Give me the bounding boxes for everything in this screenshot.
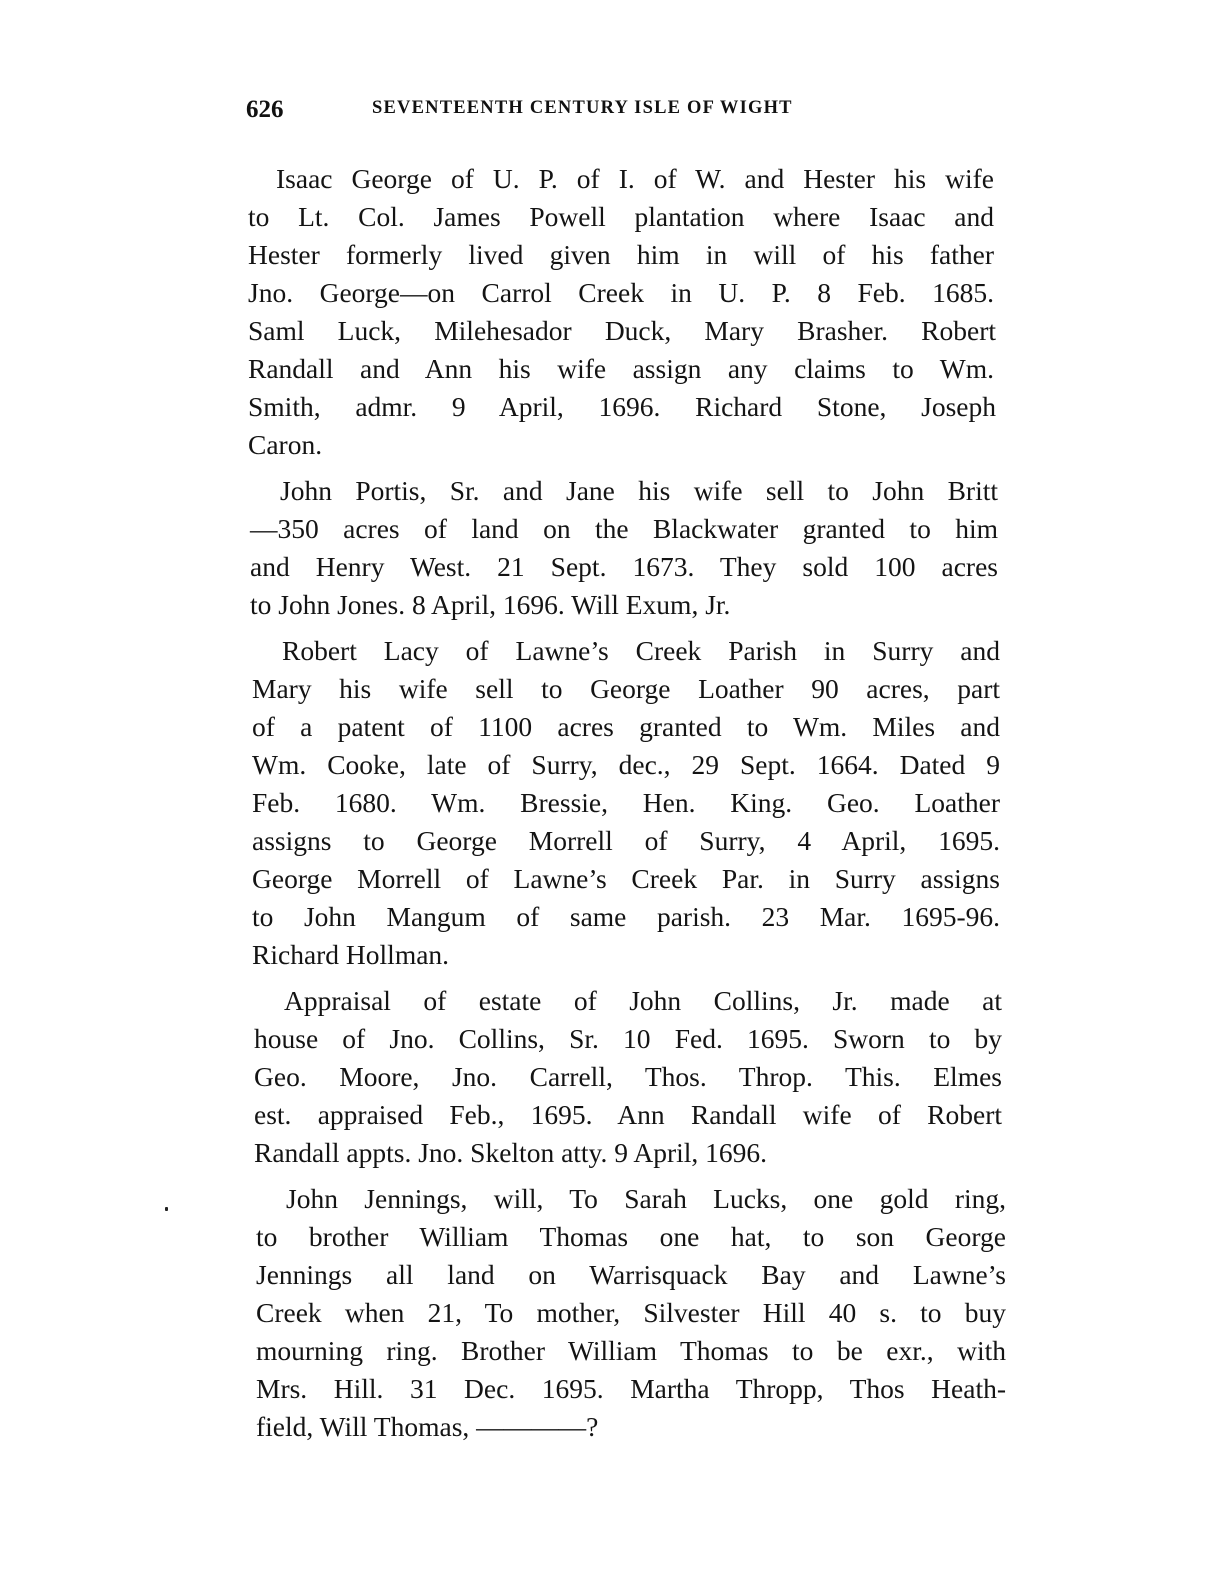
text-line: —350 acres of land on the Blackwater granted to him [250, 513, 998, 544]
text-line: to John Jones. 8 April, 1696. Will Exum, Jr. [250, 589, 731, 620]
text-line: Richard Hollman. [252, 939, 450, 970]
page-header [246, 96, 870, 132]
text-line: Mary his wife sell to George Loather 90 acres, part [252, 673, 1000, 704]
text-line: Hester formerly lived given him in will of his father [248, 239, 994, 270]
scan-speck [165, 1207, 168, 1211]
text-line: Geo. Moore, Jno. Carrell, Thos. Throp. This. Elmes [254, 1061, 1002, 1092]
text-line: to John Mangum of same parish. 23 Mar. 1695-96. [252, 901, 1000, 932]
text-line: est. appraised Feb., 1695. Ann Randall wife of Robert [254, 1099, 1002, 1130]
text-line: George Morrell of Lawne’s Creek Par. in Surry assigns [252, 863, 1000, 894]
text-line: Jennings all land on Warrisquack Bay and Lawne’s [256, 1259, 1006, 1290]
text-line: Jno. George—on Carrol Creek in U. P. 8 Feb. 1685. [248, 277, 994, 308]
text-line: Mrs. Hill. 31 Dec. 1695. Martha Thropp, Thos Heath- [256, 1373, 1006, 1404]
text-line: Feb. 1680. Wm. Bressie, Hen. King. Geo. Loather [252, 787, 1000, 818]
text-line: Caron. [248, 429, 323, 460]
text-line: John Jennings, will, To Sarah Lucks, one gold ring, [286, 1183, 1006, 1214]
text-line: Randall appts. Jno. Skelton atty. 9 April, 1696. [254, 1137, 768, 1168]
running-title: SEVENTEENTH CENTURY ISLE OF WIGHT [372, 98, 793, 118]
text-line: John Portis, Sr. and Jane his wife sell to John Britt [280, 475, 998, 506]
text-line: mourning ring. Brother William Thomas to be exr., with [256, 1335, 1006, 1366]
text-line: Randall and Ann his wife assign any claims to Wm. [248, 353, 994, 384]
text-line: of a patent of 1100 acres granted to Wm. Miles and [252, 711, 1000, 742]
text-line: Robert Lacy of Lawne’s Creek Parish in Surry and [282, 635, 1000, 666]
text-line: Saml Luck, Milehesador Duck, Mary Brasher. Robert [248, 315, 996, 346]
text-line: Wm. Cooke, late of Surry, dec., 29 Sept. 1664. Dated 9 [252, 749, 1000, 780]
text-line: Creek when 21, To mother, Silvester Hill 40 s. to buy [256, 1297, 1006, 1328]
page-number: 626 [246, 96, 284, 123]
text-line: house of Jno. Collins, Sr. 10 Fed. 1695. Sworn to by [254, 1023, 1002, 1054]
text-line: Isaac George of U. P. of I. of W. and Hester his wife [276, 163, 994, 194]
text-line: field, Will Thomas, ————? [256, 1411, 599, 1442]
text-line: to brother William Thomas one hat, to son George [256, 1221, 1006, 1252]
text-line: to Lt. Col. James Powell plantation where Isaac and [248, 201, 994, 232]
text-line: and Henry West. 21 Sept. 1673. They sold 100 acres [250, 551, 998, 582]
text-line: assigns to George Morrell of Surry, 4 April, 1695. [252, 825, 1000, 856]
text-line: Appraisal of estate of John Collins, Jr. made at [284, 985, 1002, 1016]
text-line: Smith, admr. 9 April, 1696. Richard Stone, Joseph [248, 391, 996, 422]
